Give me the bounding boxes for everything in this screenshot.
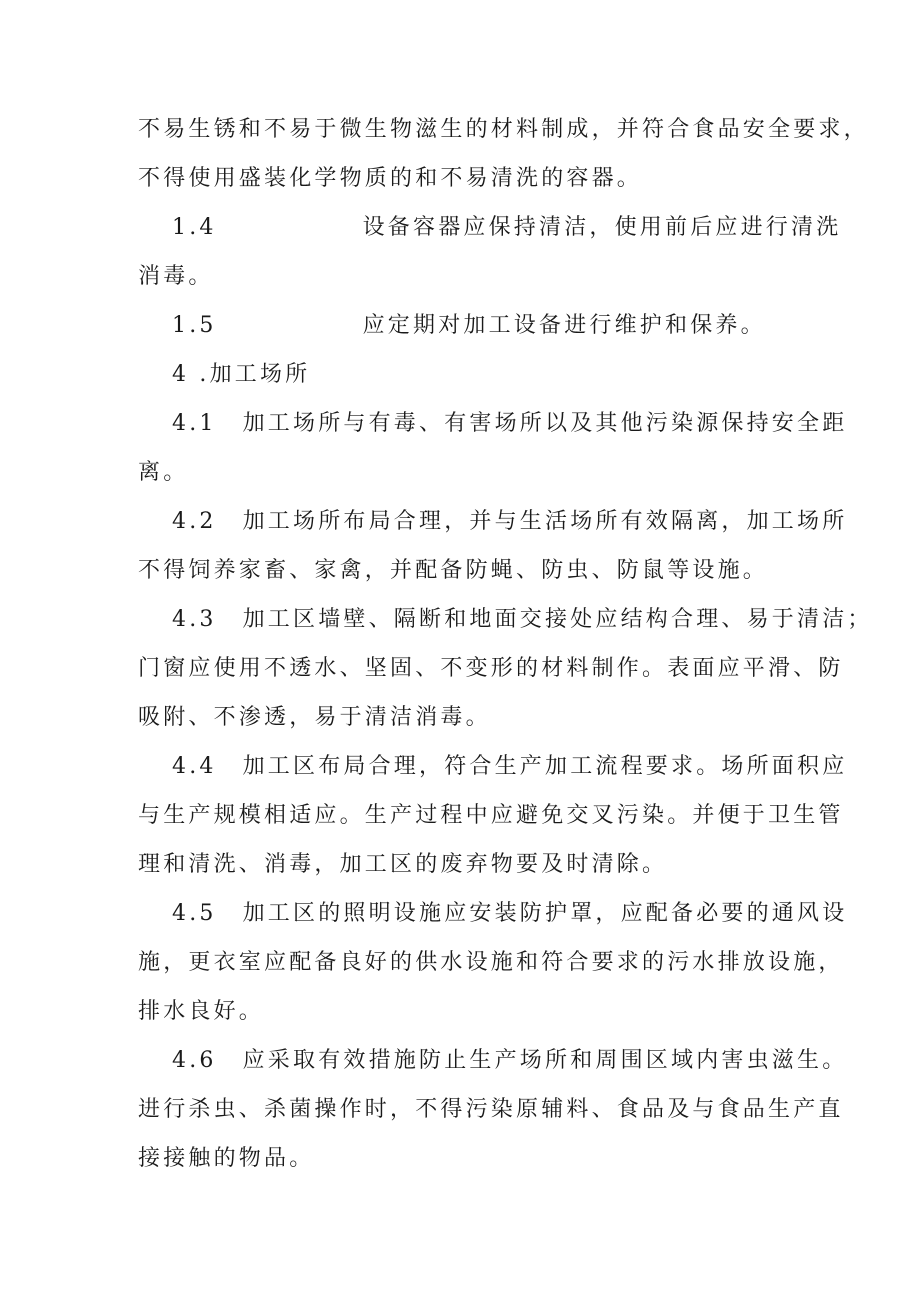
clause-4-1 xyxy=(172,409,847,439)
clause-text: 设备容器应保持清洁，使用前后应进行清洗 xyxy=(362,215,842,240)
clause-number: 1.4 xyxy=(172,215,217,240)
paragraph-line: 不得饲养家畜、家禽，并配备防蝇、防虫、防鼠等设施。 xyxy=(138,558,769,583)
clause-number: 4.5 xyxy=(172,901,217,926)
clause-4-4 xyxy=(172,752,847,782)
paragraph-line: 门窗应使用不透水、坚固、不变形的材料制作。表面应平滑、防 xyxy=(138,656,844,681)
paragraph-line: 进行杀虫、杀菌操作时，不得污染原辅料、食品及与食品生产直 xyxy=(138,1097,844,1122)
clause-text: 加工区布局合理，符合生产加工流程要求。场所面积应 xyxy=(242,754,848,779)
paragraph-line: 排水良好。 xyxy=(138,999,265,1024)
clause-number: 4.4 xyxy=(172,754,217,779)
clause-4-3 xyxy=(172,605,873,635)
clause-text: 加工区的照明设施应安装防护罩，应配备必要的通风设 xyxy=(242,901,848,926)
paragraph-line: 不得使用盛装化学物质的和不易清洗的容器。 xyxy=(138,166,643,191)
clause-number: 4.2 xyxy=(172,509,217,534)
section-heading: 4 .加工场所 xyxy=(172,362,311,387)
clause-text: 应定期对加工设备进行维护和保养。 xyxy=(362,313,766,338)
paragraph-line: 消毒。 xyxy=(138,264,214,289)
clause-number: 4.3 xyxy=(172,607,217,632)
clause-text: 加工区墙壁、隔断和地面交接处应结构合理、易于清洁； xyxy=(242,607,873,632)
clause-4-6 xyxy=(172,1046,847,1076)
paragraph-line: 施，更衣室应配备良好的供水设施和符合要求的污水排放设施， xyxy=(138,950,844,975)
clause-text: 加工场所与有毒、有害场所以及其他污染源保持安全距 xyxy=(242,411,848,436)
clause-number: 4.1 xyxy=(172,411,217,436)
clause-text: 加工场所布局合理，并与生活场所有效隔离，加工场所 xyxy=(242,509,848,534)
paragraph-line: 理和清洗、消毒，加工区的废弃物要及时清除。 xyxy=(138,852,668,877)
clause-1-4 xyxy=(172,213,841,243)
paragraph-line: 接接触的物品。 xyxy=(138,1146,315,1171)
paragraph-line: 与生产规模相适应。生产过程中应避免交叉污染。并便于卫生管 xyxy=(138,803,844,828)
paragraph-line: 离。 xyxy=(138,460,189,485)
clause-number: 1.5 xyxy=(172,313,217,338)
clause-text: 应采取有效措施防止生产场所和周围区域内害虫滋生。 xyxy=(242,1048,848,1073)
paragraph-line: 不易生锈和不易于微生物滋生的材料制成，并符合食品安全要求， xyxy=(138,117,869,142)
clause-4-2 xyxy=(172,507,847,537)
clause-number: 4.6 xyxy=(172,1048,217,1073)
paragraph-line: 吸附、不渗透，易于清洁消毒。 xyxy=(138,705,491,730)
clause-4-5 xyxy=(172,899,847,929)
clause-1-5 xyxy=(172,311,766,341)
